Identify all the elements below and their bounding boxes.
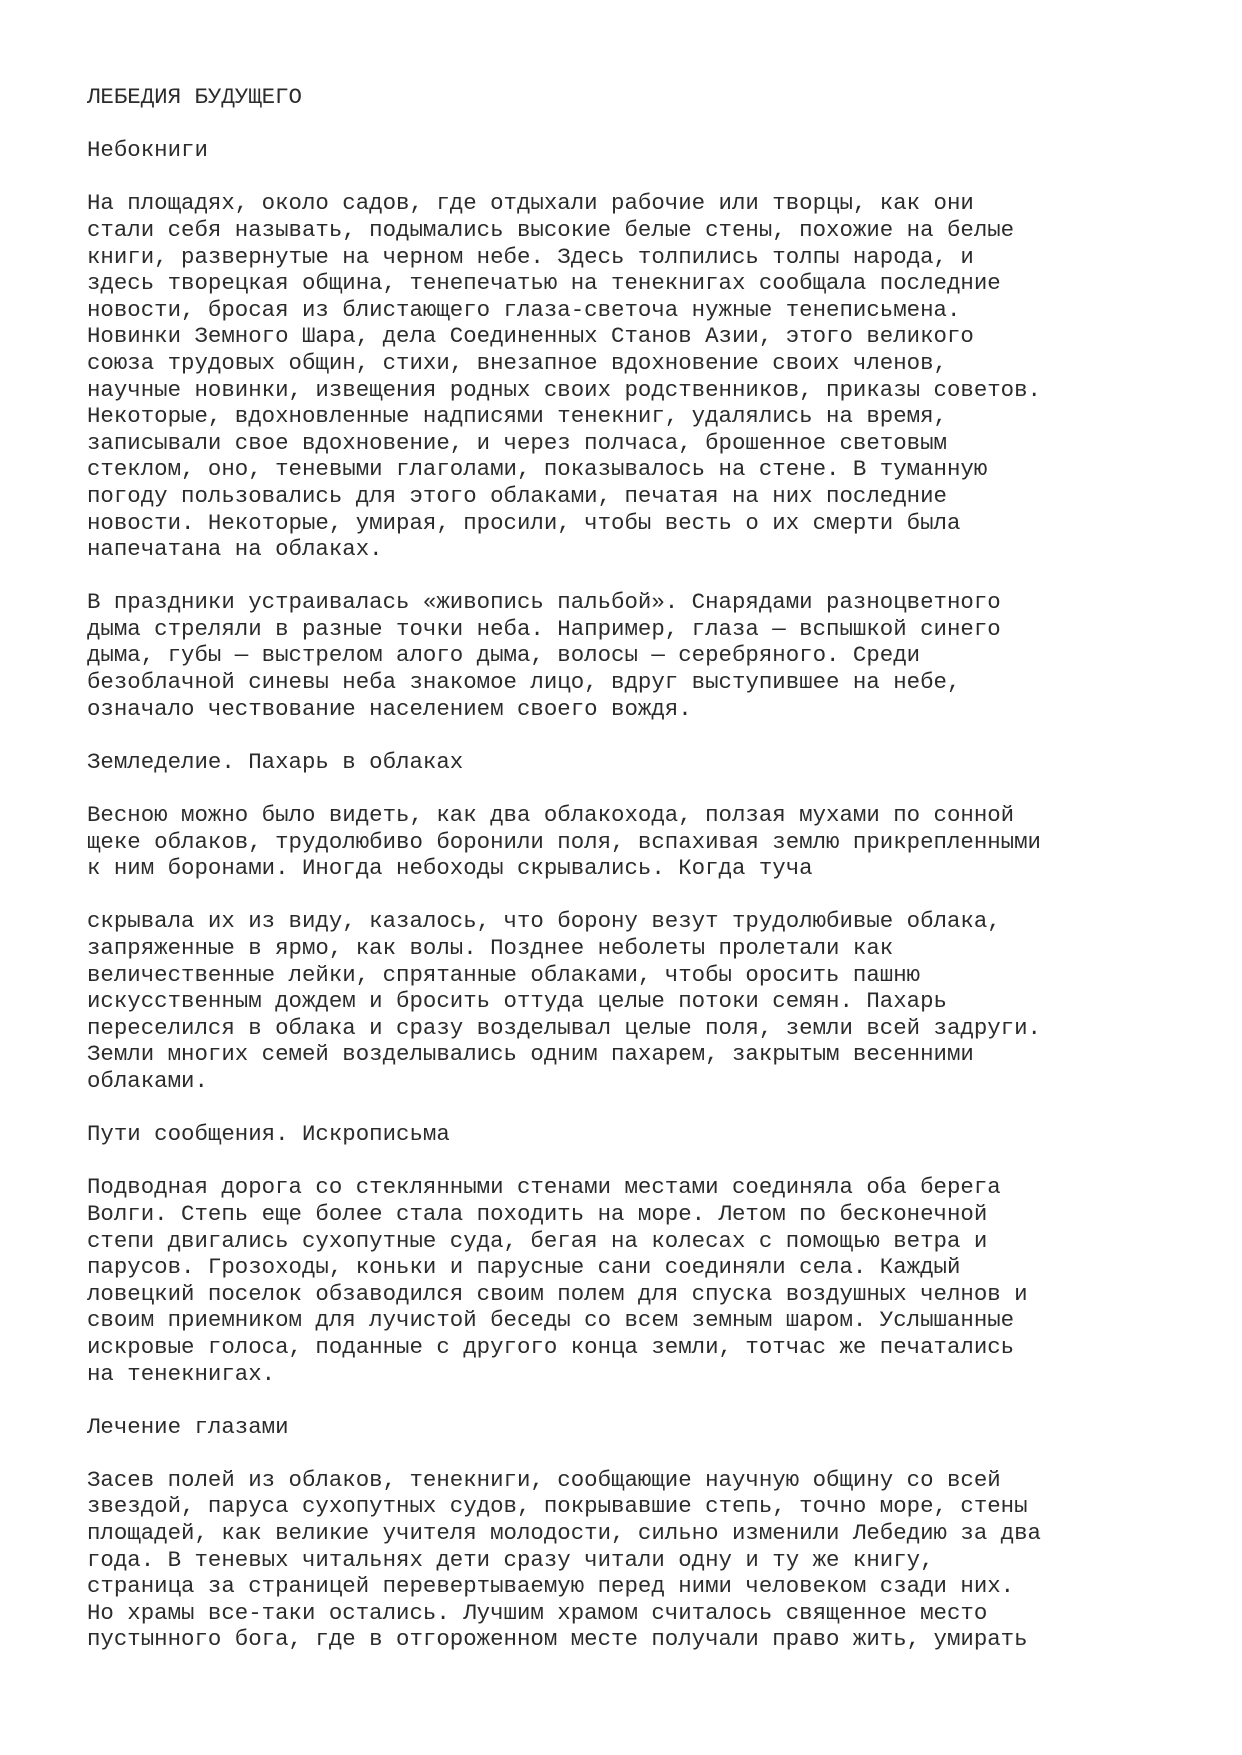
paragraph: В праздники устраивалась «живопись пальбой». Снарядами разноцветного дыма стреляли в разные точки неба. Например, глаза — вспышкой синего дыма, губы — выстрелом алого дыма, волосы — серебряного. Среди безоблачной синевы неба знакомое лицо, вдруг выступившее на небе, означало чествование населением своего вождя. <box>87 589 1001 722</box>
section-heading-2: Земледелие. Пахарь в облаках <box>87 748 464 775</box>
paragraph: Весною можно было видеть, как два облакохода, ползая мухами по сонной щеке облаков, трудолюбиво боронили поля, вспахивая землю прикрепленными к ним боронами. Иногда небоходы скрывались. Когда туча <box>87 802 1041 882</box>
section-heading-4: Лечение глазами <box>87 1413 289 1440</box>
section-heading-1: Небокниги <box>87 137 208 164</box>
paragraph: скрывала их из виду, казалось, что борону везут трудолюбивые облака, запряженные в ярмо, как волы. Позднее неболеты пролетали как величественные лейки, спрятанные облаками, чтобы оросить пашню искусственным дождем и бросить оттуда целые потоки семян. Пахарь переселился в облака и сразу возделывал целые поля, земли всей задруги. Земли многих семей возделывались одним пахарем, закрытым весенними облаками. <box>87 908 1041 1094</box>
section-heading-3: Пути сообщения. Искрописьма <box>87 1121 450 1148</box>
document-title: ЛЕБЕДИЯ БУДУЩЕГО <box>87 84 302 110</box>
paragraph: Подводная дорога со стеклянными стенами местами соединяла оба берега Волги. Степь еще более стала походить на море. Летом по бесконечной степи двигались сухопутные суда, бегая на колесах с помощью ветра и парусов. Грозоходы, коньки и парусные сани соединяли села. Каждый ловецкий поселок обзаводился своим полем для спуска воздушных челнов и своим приемником для лучистой беседы со всем земным шаром. Услышанные искровые голоса, поданные с другого конца земли, тотчас же печатались на тенекнигах. <box>87 1174 1028 1387</box>
paragraph: Засев полей из облаков, тенекниги, сообщающие научную общину со всей звездой, паруса сухопутных судов, покрывавшие степь, точно море, стены площадей, как великие учителя молодости, сильно изменили Лебедию за два года. В теневых читальнях дети сразу читали одну и ту же книгу, страница за страницей перевертываемую перед ними человеком сзади них. Но храмы все-таки остались. Лучшим храмом считалось священное место пустынного бога, где в отгороженном месте получали право жить, умирать <box>87 1466 1041 1653</box>
document-page <box>87 84 1197 1680</box>
paragraph: На площадях, около садов, где отдыхали рабочие или творцы, как они стали себя называть, подымались высокие белые стены, похожие на белые книги, развернутые на черном небе. Здесь толпились толпы народа, и здесь творецкая община, тенепечатью на тенекнигах сообщала последние новости, бросая из блистающего глаза-светоча нужные тенеписьмена. Новинки Земного Шара, дела Соединенных Станов Азии, этого великого союза трудовых общин, стихи, внезапное вдохновение своих членов, научные новинки, извещения родных своих родственников, приказы советов. Некоторые, вдохновленные надписями тенекниг, удалялись на время, записывали свое вдохновение, и через полчаса, брошенное световым стеклом, оно, теневыми глаголами, показывалось на стене. В туманную погоду пользовались для этого облаками, печатая на них последние новости. Некоторые, умирая, просили, чтобы весть о их смерти была напечатана на облаках. <box>87 190 1041 563</box>
